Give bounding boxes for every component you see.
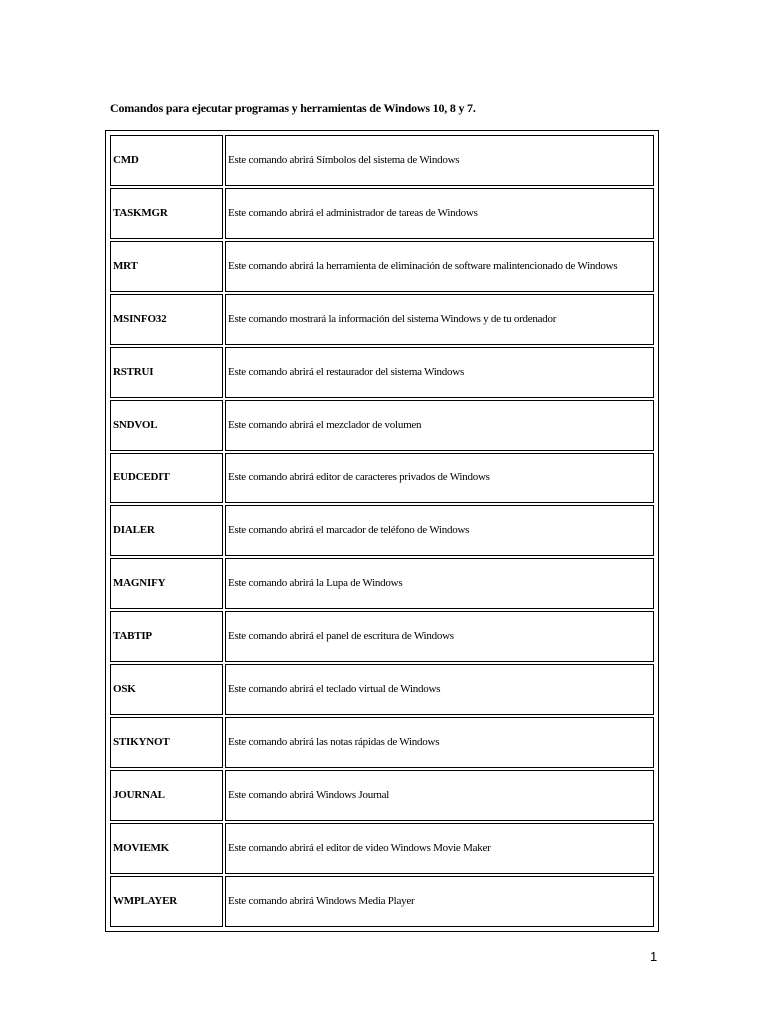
table-row (110, 453, 654, 504)
command-name: MSINFO32 (110, 294, 223, 345)
command-name: TASKMGR (110, 188, 223, 239)
command-description: Este comando abrirá las notas rápidas de Windows (225, 717, 654, 768)
command-description: Este comando mostrará la información del sistema Windows y de tu ordenador (225, 294, 654, 345)
command-description: Este comando abrirá el administrador de tareas de Windows (225, 188, 654, 239)
command-description: Este comando abrirá el editor de video Windows Movie Maker (225, 823, 654, 874)
table-row (110, 558, 654, 609)
command-name: OSK (110, 664, 223, 715)
table-row (110, 400, 654, 451)
table-row (110, 823, 654, 874)
page-number: 1 (650, 949, 658, 964)
document-title: Comandos para ejecutar programas y herramientas de Windows 10, 8 y 7. (110, 101, 476, 115)
table-row (110, 611, 654, 662)
commands-table (105, 130, 659, 932)
command-description: Este comando abrirá el marcador de teléfono de Windows (225, 505, 654, 556)
command-name: MAGNIFY (110, 558, 223, 609)
table-row (110, 770, 654, 821)
table-row (110, 241, 654, 292)
table-row (110, 294, 654, 345)
table-row (110, 664, 654, 715)
command-description: Este comando abrirá el restaurador del sistema Windows (225, 347, 654, 398)
command-description: Este comando abrirá el panel de escritura de Windows (225, 611, 654, 662)
command-description: Este comando abrirá Windows Journal (225, 770, 654, 821)
command-description: Este comando abrirá editor de caracteres privados de Windows (225, 453, 654, 504)
table-row (110, 717, 654, 768)
command-description: Este comando abrirá Símbolos del sistema de Windows (225, 135, 654, 186)
command-name: EUDCEDIT (110, 453, 223, 504)
table-row (110, 876, 654, 927)
command-description: Este comando abrirá el mezclador de volumen (225, 400, 654, 451)
command-name: RSTRUI (110, 347, 223, 398)
table-row (110, 135, 654, 186)
command-name: DIALER (110, 505, 223, 556)
command-description: Este comando abrirá la Lupa de Windows (225, 558, 654, 609)
command-description: Este comando abrirá el teclado virtual de Windows (225, 664, 654, 715)
command-name: JOURNAL (110, 770, 223, 821)
table-row (110, 347, 654, 398)
command-name: STIKYNOT (110, 717, 223, 768)
command-name: CMD (110, 135, 223, 186)
commands-table-grid (108, 133, 656, 929)
table-row (110, 505, 654, 556)
command-description: Este comando abrirá Windows Media Player (225, 876, 654, 927)
command-name: SNDVOL (110, 400, 223, 451)
command-description: Este comando abrirá la herramienta de eliminación de software malintencionado de Windows (225, 241, 654, 292)
command-name: WMPLAYER (110, 876, 223, 927)
table-row (110, 188, 654, 239)
command-name: TABTIP (110, 611, 223, 662)
command-name: MRT (110, 241, 223, 292)
command-name: MOVIEMK (110, 823, 223, 874)
